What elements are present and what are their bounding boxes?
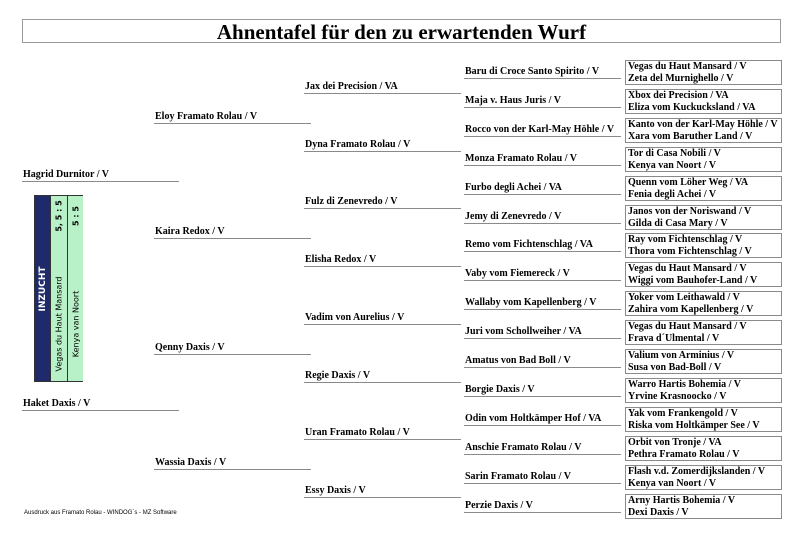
inbreeding-name-1: Vegas du Haut Mansard (54, 276, 64, 372)
gen5-ancestor-15: Vegas du Haut Mansard / V (628, 263, 747, 274)
gen4-ancestor-5-label: Furbo degli Achei / VA (465, 182, 562, 193)
gen4-ancestor-4-label: Monza Framato Rolau / V (465, 153, 578, 164)
gen5-ancestor-14: Thora vom Fichtenschlag / V (628, 246, 752, 257)
gen3-ancestor-8 (304, 485, 461, 498)
gen3-ancestor-4 (304, 254, 461, 267)
gen3-ancestor-1-underline (304, 93, 461, 94)
inbreeding-header-column (35, 196, 50, 381)
gen5-ancestor-23: Warro Hartis Bohemia / V (628, 379, 741, 390)
gen4-ancestor-1-label: Baru di Croce Santo Spirito / V (465, 66, 600, 77)
gen5-ancestor-5: Kanto von der Karl-May Höhle / V (628, 119, 778, 130)
gen3-ancestor-7-underline (304, 439, 461, 440)
gen4-ancestor-3-underline (464, 136, 621, 137)
gen3-ancestor-2 (304, 139, 461, 152)
gen4-ancestor-9-label: Wallaby vom Kapellenberg / V (465, 297, 597, 308)
gen5-ancestor-30: Kenya van Noort / V (628, 478, 717, 489)
inbreeding-value-2: 5 : 5 (71, 206, 80, 226)
gen3-ancestor-1-label: Jax dei Precision / VA (305, 81, 398, 92)
gen4-ancestor-2-underline (464, 107, 621, 108)
gen4-ancestor-7-underline (464, 251, 621, 252)
gen4-ancestor-6-label: Jemy di Zenevredo / V (465, 211, 562, 222)
gen3-ancestor-7-label: Uran Framato Rolau / V (305, 427, 410, 438)
gen5-ancestor-18: Zahira vom Kapellenberg / V (628, 304, 754, 315)
gen4-ancestor-14-underline (464, 454, 621, 455)
gen2-ancestor-2-label: Kaira Redox / V (155, 226, 225, 237)
gen4-ancestor-7-label: Remo vom Fichtenschlag / VA (465, 239, 593, 250)
gen3-ancestor-3-underline (304, 208, 461, 209)
gen5-ancestor-29: Flash v.d. Zomerdijkslanden / V (628, 466, 766, 477)
gen4-ancestor-16-underline (464, 512, 621, 513)
gen5-ancestor-16: Wiggi vom Bauhofer-Land / V (628, 275, 758, 286)
gen4-ancestor-8-underline (464, 280, 621, 281)
gen3-ancestor-7 (304, 427, 461, 440)
gen2-ancestor-4-underline (154, 469, 311, 470)
gen5-pair-16 (625, 494, 782, 519)
gen4-ancestor-11-underline (464, 367, 621, 368)
gen5-ancestor-32: Dexi Daxis / V (628, 507, 689, 518)
gen5-ancestor-6: Xara vom Baruther Land / V (628, 131, 753, 142)
gen2-ancestor-3 (154, 342, 311, 355)
gen2-ancestor-4-label: Wassia Daxis / V (155, 457, 227, 468)
gen5-ancestor-19: Vegas du Haut Mansard / V (628, 321, 747, 332)
gen4-ancestor-5-underline (464, 194, 621, 195)
gen4-ancestor-2-label: Maja v. Haus Juris / V (465, 95, 561, 106)
gen5-pair-14 (625, 436, 782, 461)
gen3-ancestor-4-label: Elisha Redox / V (305, 254, 377, 265)
gen5-pair-3 (625, 118, 782, 143)
gen4-ancestor-11 (464, 355, 621, 368)
gen5-pair-2 (625, 89, 782, 114)
gen2-ancestor-3-underline (154, 354, 311, 355)
gen2-ancestor-3-label: Qenny Daxis / V (155, 342, 225, 353)
gen5-ancestor-4: Eliza vom Kuckucksland / VA (628, 102, 756, 113)
gen5-ancestor-8: Kenya van Noort / V (628, 160, 717, 171)
inbreeding-name-2: Kenya van Noort (71, 290, 80, 358)
gen2-ancestor-2 (154, 226, 311, 239)
gen4-ancestor-3 (464, 124, 621, 137)
gen3-ancestor-8-underline (304, 497, 461, 498)
gen5-pair-15 (625, 465, 782, 490)
gen2-ancestor-2-underline (154, 238, 311, 239)
gen3-ancestor-5 (304, 312, 461, 325)
gen5-pair-1 (625, 60, 782, 85)
gen5-ancestor-27: Orbit von Tronje / VA (628, 437, 722, 448)
gen5-ancestor-20: Frava d´Ulmental / V (628, 333, 720, 344)
gen4-ancestor-15-underline (464, 483, 621, 484)
gen2-ancestor-4 (154, 457, 311, 470)
gen5-ancestor-9: Quenn vom Löher Weg / VA (628, 177, 749, 188)
gen5-ancestor-28: Pethra Framato Rolau / V (628, 449, 740, 460)
gen5-ancestor-26: Riska vom Holtkämper See / V (628, 420, 760, 431)
gen3-ancestor-2-label: Dyna Framato Rolau / V (305, 139, 411, 150)
gen5-ancestor-24: Yrvine Krasnoocko / V (628, 391, 727, 402)
gen3-ancestor-4-underline (304, 266, 461, 267)
inbreeding-header: INZUCHT (37, 266, 48, 312)
gen4-ancestor-15 (464, 471, 621, 484)
gen2-ancestor-1-label: Eloy Framato Rolau / V (155, 111, 258, 122)
gen4-ancestor-10 (464, 326, 621, 339)
gen3-ancestor-3-label: Fulz di Zenevredo / V (305, 196, 398, 207)
gen1-ancestor-2-underline (22, 410, 179, 411)
gen1-ancestor-2 (22, 398, 179, 411)
gen5-ancestor-31: Arny Hartis Bohemia / V (628, 495, 736, 506)
gen5-ancestor-3: Xbox dei Precision / VA (628, 90, 729, 101)
gen4-ancestor-2 (464, 95, 621, 108)
gen3-ancestor-2-underline (304, 151, 461, 152)
gen5-ancestor-25: Yak vom Frankengold / V (628, 408, 738, 419)
gen5-pair-6 (625, 205, 782, 230)
gen5-ancestor-22: Susa von Bad-Boll / V (628, 362, 722, 373)
gen4-ancestor-10-label: Juri vom Schollweiher / VA (465, 326, 582, 337)
gen2-ancestor-1 (154, 111, 311, 124)
gen3-ancestor-1 (304, 81, 461, 94)
gen4-ancestor-5 (464, 182, 621, 195)
gen3-ancestor-6-underline (304, 382, 461, 383)
gen4-ancestor-14 (464, 442, 621, 455)
gen4-ancestor-4 (464, 153, 621, 166)
gen5-ancestor-21: Valium von Arminius / V (628, 350, 735, 361)
gen3-ancestor-3 (304, 196, 461, 209)
gen4-ancestor-13-label: Odin vom Holtkämper Hof / VA (465, 413, 602, 424)
gen5-ancestor-2: Zeta del Murnighello / V (628, 73, 734, 84)
footer-note: Ausdruck aus Framato Rolau - WINDOG´s - MZ Software (24, 510, 177, 516)
gen4-ancestor-8 (464, 268, 621, 281)
gen5-pair-7 (625, 233, 782, 258)
gen5-pair-11 (625, 349, 782, 374)
gen4-ancestor-1-underline (464, 78, 621, 79)
gen3-ancestor-8-label: Essy Daxis / V (305, 485, 366, 496)
gen1-ancestor-1 (22, 169, 179, 182)
gen4-ancestor-6 (464, 211, 621, 224)
gen4-ancestor-15-label: Sarin Framato Rolau / V (465, 471, 571, 482)
gen5-pair-5 (625, 176, 782, 201)
gen5-ancestor-11: Janos von der Noriswand / V (628, 206, 752, 217)
gen4-ancestor-12 (464, 384, 621, 397)
gen3-ancestor-6-label: Regie Daxis / V (305, 370, 371, 381)
inbreeding-table (34, 195, 83, 382)
gen4-ancestor-13-underline (464, 425, 621, 426)
gen3-ancestor-6 (304, 370, 461, 383)
gen4-ancestor-12-label: Borgie Daxis / V (465, 384, 535, 395)
inbreeding-row-2 (67, 196, 83, 381)
gen3-ancestor-5-underline (304, 324, 461, 325)
gen1-ancestor-1-underline (22, 181, 179, 182)
gen1-ancestor-2-label: Haket Daxis / V (23, 398, 91, 409)
gen5-pair-4 (625, 147, 782, 172)
gen4-ancestor-11-label: Amatus von Bad Boll / V (465, 355, 571, 366)
gen5-pair-10 (625, 320, 782, 345)
gen4-ancestor-16 (464, 500, 621, 513)
gen4-ancestor-14-label: Anschie Framato Rolau / V (465, 442, 582, 453)
gen5-pair-12 (625, 378, 782, 403)
gen4-ancestor-16-label: Perzie Daxis / V (465, 500, 533, 511)
page-title: Ahnentafel für den zu erwartenden Wurf (22, 19, 781, 43)
gen4-ancestor-6-underline (464, 223, 621, 224)
gen4-ancestor-9 (464, 297, 621, 310)
gen5-ancestor-10: Fenia degli Achei / V (628, 189, 717, 200)
gen4-ancestor-12-underline (464, 396, 621, 397)
gen4-ancestor-13 (464, 413, 621, 426)
gen5-ancestor-12: Gilda di Casa Mary / V (628, 218, 728, 229)
gen5-pair-8 (625, 262, 782, 287)
gen5-ancestor-1: Vegas du Haut Mansard / V (628, 61, 747, 72)
gen1-ancestor-1-label: Hagrid Durnitor / V (23, 169, 110, 180)
inbreeding-row-1 (50, 196, 67, 381)
gen2-ancestor-1-underline (154, 123, 311, 124)
gen4-ancestor-8-label: Vaby vom Fiemereck / V (465, 268, 570, 279)
gen5-ancestor-13: Ray vom Fichtenschlag / V (628, 234, 743, 245)
gen5-pair-13 (625, 407, 782, 432)
gen3-ancestor-5-label: Vadim von Aurelius / V (305, 312, 405, 323)
gen4-ancestor-3-label: Rocco von der Karl-May Höhle / V (465, 124, 615, 135)
inbreeding-value-1: 5, 5 : 5 (54, 200, 64, 232)
gen4-ancestor-9-underline (464, 309, 621, 310)
gen4-ancestor-4-underline (464, 165, 621, 166)
gen5-ancestor-17: Yoker vom Leithawald / V (628, 292, 740, 303)
gen4-ancestor-1 (464, 66, 621, 79)
gen5-pair-9 (625, 291, 782, 316)
gen4-ancestor-7 (464, 239, 621, 252)
gen4-ancestor-10-underline (464, 338, 621, 339)
gen5-ancestor-7: Tor di Casa Nobili / V (628, 148, 721, 159)
